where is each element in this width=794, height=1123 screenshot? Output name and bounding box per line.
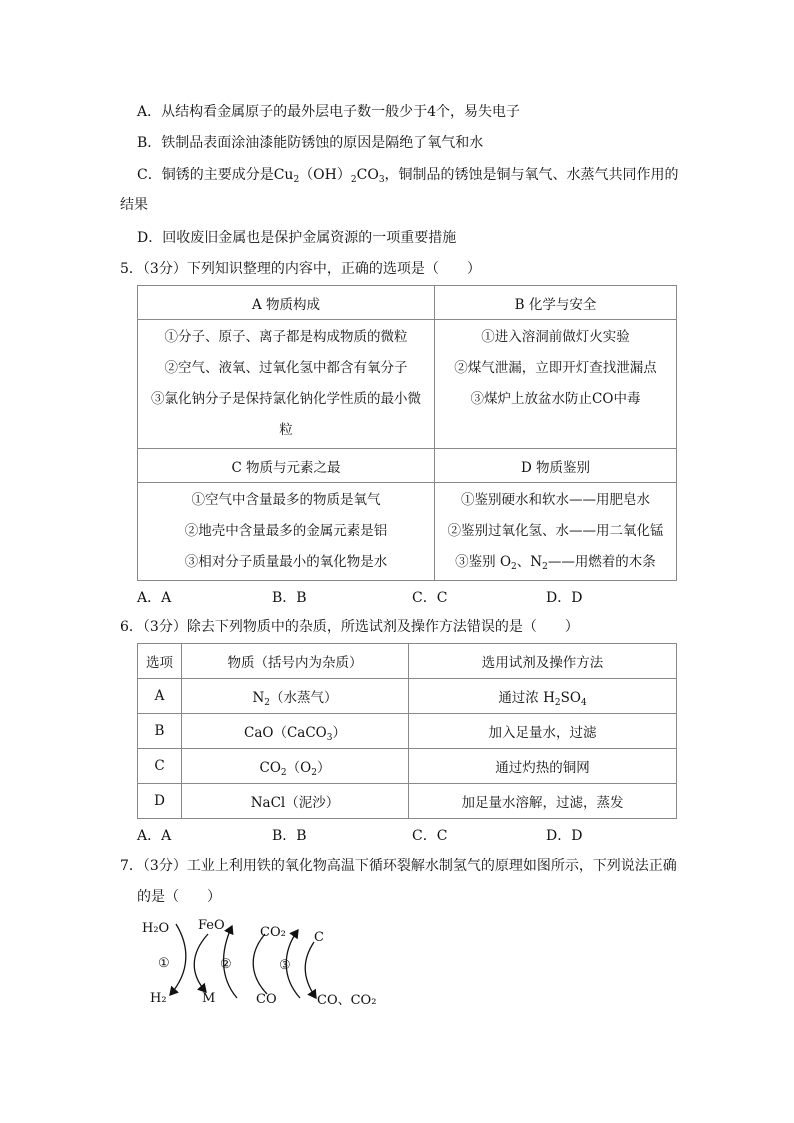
q5-b-item: ③煤炉上放盆水防止CO中毒: [470, 391, 641, 407]
q7-stem-line2: 的是（ ）: [137, 889, 221, 905]
q4-option-c: [137, 165, 679, 185]
label-c: C: [314, 930, 324, 945]
q5-a-item: 粒: [279, 422, 293, 438]
q6-table: [137, 643, 677, 819]
q5-choice-a[interactable]: A．A: [137, 590, 172, 606]
subscript: 3: [378, 175, 385, 185]
q5-d-item: ③鉴别 $O_2$、$N_2——$用燃着的木条: [455, 554, 656, 572]
q5-a-item: ②空气、液氧、过氧化氢中都含有氧分子: [164, 360, 408, 376]
q5-c-item: ③相对分子质量最小的氧化物是水: [184, 554, 388, 570]
q4-option-b: B．铁制品表面涂油漆能防锈蚀的原因是隔绝了氧气和水: [137, 135, 484, 151]
table-row: [138, 714, 677, 749]
label-m: M: [202, 991, 216, 1006]
q7-cycle-diagram: [140, 912, 390, 1017]
q6-row-method: 通过灼热的铜网: [409, 749, 677, 784]
q6-choice-c[interactable]: C．C: [412, 828, 448, 844]
q5-block-c-items: [138, 483, 435, 581]
q6-choice-d[interactable]: D．D: [546, 828, 583, 844]
q5-block-d-items: [435, 483, 677, 581]
q5-choice-c[interactable]: C．C: [412, 590, 448, 606]
arc-3-right: [305, 942, 316, 998]
arc-2-right: [253, 934, 267, 994]
label-step1: ①: [158, 956, 170, 971]
q7-stem-line1: 7．（3分）工业上利用铁的氧化物高温下循环裂解水制氢气的原理如图所示，下列说法正确: [120, 858, 677, 874]
q5-d-item: ①鉴别硬水和软水——用肥皂水: [461, 492, 650, 508]
q5-block-b-title: B 化学与安全: [435, 286, 677, 320]
q4-option-c-continued: 结果: [120, 197, 148, 213]
q6-stem: 6．（3分）除去下列物质中的杂质，所选试剂及操作方法错误的是（ ）: [120, 619, 579, 635]
label-products: CO、CO₂: [317, 993, 377, 1008]
q5-b-item: ②煤气泄漏，立即开灯查找泄漏点: [454, 360, 657, 376]
q5-b-item: ①进入溶洞前做灯火实验: [481, 329, 630, 345]
q5-block-d-title: D 物质鉴别: [435, 449, 677, 483]
label-step2: ②: [220, 957, 232, 972]
subscript: 2: [293, 175, 300, 185]
q5-choice-d[interactable]: D．D: [546, 590, 583, 606]
q6-row-option: A: [138, 679, 182, 714]
q5-block-a-items: [138, 320, 435, 449]
q5-a-item: ①分子、原子、离子都是构成物质的微粒: [164, 329, 408, 345]
q4-c-text: ，铜制品的锈蚀是铜与氧气、水蒸气共同作用的: [384, 167, 679, 183]
q4-option-a: A．从结构看金属原子的最外层电子数一般少于4个，易失电子: [137, 104, 521, 120]
label-h2o: H₂O: [142, 921, 170, 936]
q5-stem: 5．（3分）下列知识整理的内容中，正确的选项是（ ）: [120, 261, 481, 277]
q5-d-item: ②鉴别过氧化氢、水——用二氧化锰: [447, 523, 664, 539]
q4-option-d: D．回收废旧金属也是保护金属资源的一项重要措施: [137, 230, 457, 246]
q5-c-item: ①空气中含量最多的物质是氧气: [191, 492, 381, 508]
q5-knowledge-table: [137, 285, 677, 581]
label-co2: CO₂: [260, 925, 286, 940]
q5-choice-b[interactable]: B．B: [272, 590, 307, 606]
q6-choice-b[interactable]: B．B: [272, 828, 307, 844]
arc-1-left: [170, 924, 186, 995]
arc-1-right: [194, 934, 208, 992]
q6-row-method: 加入足量水，过滤: [409, 714, 677, 749]
q6-header-option: 选项: [138, 644, 182, 679]
q5-block-b-items: [435, 320, 677, 449]
q6-row-substance: CaO（CaCO$_3$）: [182, 714, 409, 749]
q5-block-c-title: C 物质与元素之最: [138, 449, 435, 483]
table-row: [138, 679, 677, 714]
q4-c-text: CO: [356, 167, 379, 183]
label-feo: FeO: [198, 918, 225, 933]
q4-c-text: C．铜锈的主要成分是Cu: [137, 167, 294, 183]
q6-row-method: 加足量水溶解，过滤，蒸发: [409, 784, 677, 819]
q6-header-method: 选用试剂及操作方法: [409, 644, 677, 679]
label-step3: ③: [279, 958, 291, 973]
q6-row-substance: $CO_2(O_2)$: [182, 749, 409, 784]
q6-row-option: D: [138, 784, 182, 819]
q6-row-option: B: [138, 714, 182, 749]
q6-header-substance: 物质（括号内为杂质）: [182, 644, 409, 679]
q6-row-substance: $N_2$（水蒸气）: [182, 679, 409, 714]
subscript: 2: [350, 175, 357, 185]
label-h2: H₂: [150, 991, 167, 1006]
table-row: [138, 749, 677, 784]
q6-row-method: 通过浓 $H_2SO_4$: [409, 679, 677, 714]
q6-row-option: C: [138, 749, 182, 784]
q6-row-substance: NaCl（泥沙）: [182, 784, 409, 819]
table-row: [138, 784, 677, 819]
q6-choice-a[interactable]: A．A: [137, 828, 172, 844]
q5-block-a-title: A 物质构成: [138, 286, 435, 320]
label-co: CO: [256, 992, 277, 1007]
q5-c-item: ②地壳中含量最多的金属元素是铝: [184, 523, 388, 539]
q4-c-text: （OH）: [299, 167, 351, 183]
q5-a-item: ③氯化钠分子是保持氯化钠化学性质的最小微: [151, 391, 421, 407]
